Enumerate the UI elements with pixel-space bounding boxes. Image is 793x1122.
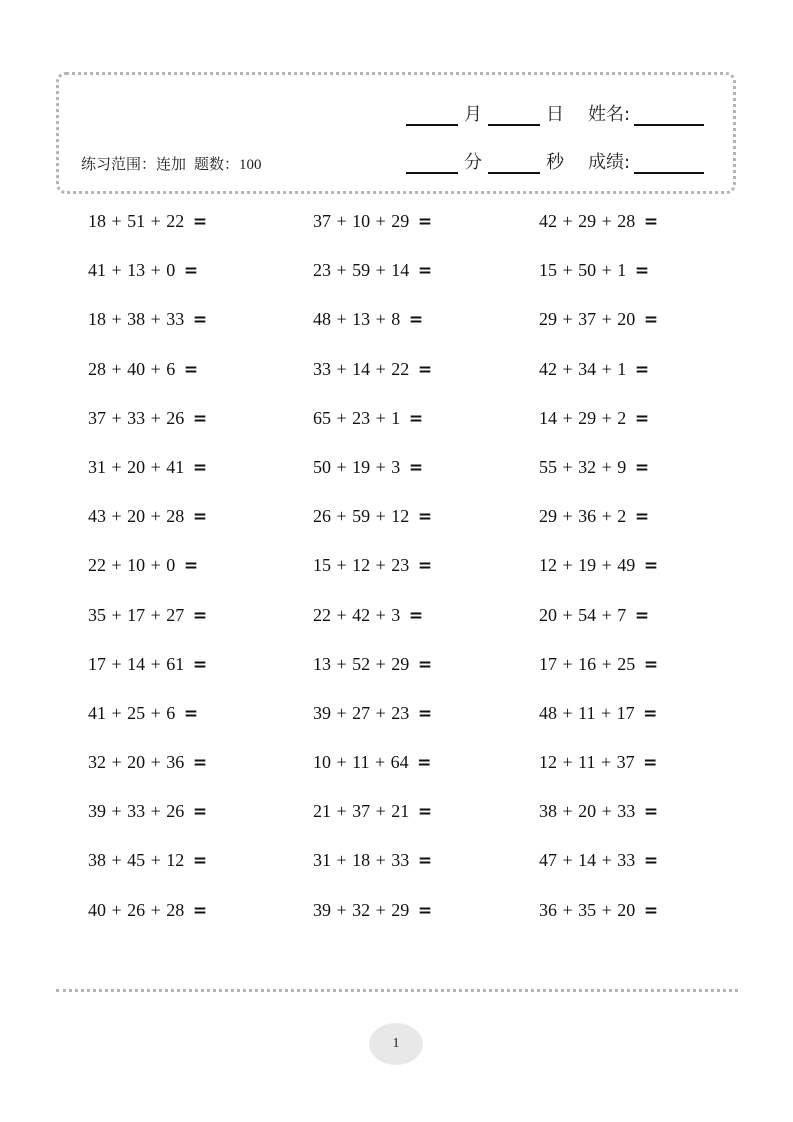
problem-expression: 15 + 12 + 23 bbox=[313, 555, 410, 576]
problem-item bbox=[539, 252, 748, 301]
equals-sign: = bbox=[183, 261, 199, 282]
problem-item bbox=[539, 842, 748, 891]
problem-item bbox=[539, 892, 748, 941]
equals-sign: = bbox=[417, 753, 432, 774]
problem-item bbox=[313, 498, 539, 547]
equals-sign: = bbox=[643, 802, 659, 823]
problem-item bbox=[313, 597, 539, 646]
footer-divider bbox=[56, 989, 738, 992]
equals-sign: = bbox=[417, 507, 433, 528]
problem-expression: 26 + 59 + 12 bbox=[313, 506, 410, 527]
date-name-row bbox=[406, 100, 704, 126]
problem-expression: 35 + 17 + 27 bbox=[88, 604, 185, 625]
equals-sign: = bbox=[634, 605, 650, 626]
problem-expression: 18 + 38 + 33 bbox=[88, 309, 185, 330]
equals-sign: = bbox=[192, 457, 208, 478]
problem-expression: 48 + 13 + 8 bbox=[313, 309, 401, 330]
problem-expression: 13 + 52 + 29 bbox=[313, 653, 410, 674]
equals-sign: = bbox=[643, 703, 658, 724]
problem-item bbox=[88, 498, 313, 547]
equals-sign: = bbox=[192, 753, 208, 774]
problem-item bbox=[313, 744, 539, 793]
problem-item bbox=[539, 351, 748, 400]
problem-item bbox=[313, 351, 539, 400]
problem-expression: 41 + 25 + 6 bbox=[88, 702, 176, 723]
problem-expression: 39 + 33 + 26 bbox=[88, 801, 185, 822]
time-score-row bbox=[406, 148, 704, 174]
problem-expression: 37 + 10 + 29 bbox=[313, 211, 410, 231]
problem-expression: 40 + 26 + 28 bbox=[88, 899, 185, 920]
equals-sign: = bbox=[183, 703, 199, 724]
problem-expression: 31 + 20 + 41 bbox=[88, 456, 185, 477]
problem-item bbox=[88, 449, 313, 498]
problem-item bbox=[313, 203, 539, 252]
problem-item bbox=[88, 744, 313, 793]
equals-sign: = bbox=[634, 261, 650, 282]
equals-sign: = bbox=[192, 654, 208, 675]
problem-item bbox=[313, 646, 539, 695]
equals-sign: = bbox=[634, 359, 650, 380]
problem-expression: 38 + 45 + 12 bbox=[88, 850, 185, 871]
problem-grid bbox=[88, 203, 748, 941]
practice-range-label: 练习范围：连加 bbox=[81, 157, 187, 173]
equals-sign: = bbox=[417, 802, 433, 823]
equals-sign: = bbox=[417, 851, 433, 872]
second-label: 秒 bbox=[546, 152, 564, 173]
problem-item bbox=[88, 351, 313, 400]
score-label: 成绩: bbox=[588, 152, 631, 173]
problem-expression: 36 + 35 + 20 bbox=[539, 899, 636, 920]
problem-item bbox=[88, 695, 313, 744]
equals-sign: = bbox=[643, 556, 659, 577]
problem-expression: 15 + 50 + 1 bbox=[539, 260, 627, 281]
page-number-badge bbox=[369, 1023, 423, 1065]
problem-expression: 12 + 19 + 49 bbox=[539, 555, 636, 576]
problem-item bbox=[313, 695, 539, 744]
problem-expression: 22 + 42 + 3 bbox=[313, 604, 401, 625]
problem-expression: 32 + 20 + 36 bbox=[88, 752, 185, 773]
problem-item bbox=[313, 892, 539, 941]
equals-sign: = bbox=[417, 261, 433, 282]
page-number: 1 bbox=[392, 1036, 400, 1051]
practice-range-info bbox=[81, 153, 262, 174]
problem-item bbox=[88, 400, 313, 449]
problem-expression: 39 + 27 + 23 bbox=[313, 702, 410, 723]
problem-expression: 17 + 16 + 25 bbox=[539, 653, 636, 674]
problem-item bbox=[539, 203, 748, 252]
name-blank[interactable] bbox=[634, 104, 704, 126]
problem-item bbox=[539, 498, 748, 547]
problem-expression: 48 + 11 + 17 bbox=[539, 702, 635, 723]
problem-item bbox=[539, 793, 748, 842]
equals-sign: = bbox=[408, 605, 424, 626]
equals-sign: = bbox=[417, 703, 433, 724]
equals-sign: = bbox=[192, 900, 208, 921]
equals-sign: = bbox=[417, 556, 433, 577]
problem-item bbox=[88, 301, 313, 350]
equals-sign: = bbox=[417, 212, 433, 232]
problem-item bbox=[313, 842, 539, 891]
equals-sign: = bbox=[408, 310, 424, 331]
equals-sign: = bbox=[183, 359, 199, 380]
problem-expression: 47 + 14 + 33 bbox=[539, 850, 636, 871]
equals-sign: = bbox=[408, 457, 424, 478]
problem-expression: 28 + 40 + 6 bbox=[88, 358, 176, 379]
problem-item bbox=[88, 793, 313, 842]
problem-expression: 55 + 32 + 9 bbox=[539, 456, 627, 477]
equals-sign: = bbox=[643, 212, 659, 232]
problem-item bbox=[539, 695, 748, 744]
problem-item bbox=[88, 252, 313, 301]
problem-item bbox=[539, 646, 748, 695]
equals-sign: = bbox=[192, 507, 208, 528]
problem-expression: 39 + 32 + 29 bbox=[313, 899, 410, 920]
problem-expression: 14 + 29 + 2 bbox=[539, 407, 627, 428]
equals-sign: = bbox=[643, 900, 659, 921]
equals-sign: = bbox=[192, 310, 208, 331]
problem-expression: 50 + 19 + 3 bbox=[313, 456, 401, 477]
problem-expression: 22 + 10 + 0 bbox=[88, 555, 176, 576]
equals-sign: = bbox=[634, 408, 650, 429]
problem-expression: 17 + 14 + 61 bbox=[88, 653, 185, 674]
day-blank[interactable] bbox=[488, 104, 540, 126]
equals-sign: = bbox=[417, 900, 433, 921]
problem-expression: 21 + 37 + 21 bbox=[313, 801, 410, 822]
problem-expression: 31 + 18 + 33 bbox=[313, 850, 410, 871]
equals-sign: = bbox=[192, 408, 208, 429]
equals-sign: = bbox=[643, 851, 659, 872]
minute-blank[interactable] bbox=[406, 152, 458, 174]
problem-item bbox=[313, 793, 539, 842]
problem-item bbox=[88, 597, 313, 646]
problem-item bbox=[313, 547, 539, 596]
equals-sign: = bbox=[192, 802, 208, 823]
month-label: 月 bbox=[464, 104, 482, 125]
score-blank[interactable] bbox=[634, 152, 704, 174]
problem-expression: 12 + 11 + 37 bbox=[539, 752, 635, 773]
equals-sign: = bbox=[643, 753, 658, 774]
problem-item bbox=[539, 301, 748, 350]
problem-item bbox=[88, 547, 313, 596]
problem-expression: 42 + 34 + 1 bbox=[539, 358, 627, 379]
problem-item bbox=[88, 892, 313, 941]
problem-expression: 10 + 11 + 64 bbox=[313, 752, 409, 773]
problem-expression: 29 + 37 + 20 bbox=[539, 309, 636, 330]
problem-expression: 37 + 33 + 26 bbox=[88, 407, 185, 428]
problem-expression: 23 + 59 + 14 bbox=[313, 260, 410, 281]
equals-sign: = bbox=[643, 654, 659, 675]
problem-item bbox=[539, 449, 748, 498]
name-label: 姓名: bbox=[588, 104, 631, 125]
problem-item bbox=[539, 400, 748, 449]
problem-expression: 65 + 23 + 1 bbox=[313, 407, 401, 428]
problem-item bbox=[88, 842, 313, 891]
problem-item bbox=[88, 646, 313, 695]
equals-sign: = bbox=[643, 310, 659, 331]
equals-sign: = bbox=[417, 654, 433, 675]
problem-item bbox=[313, 400, 539, 449]
problem-item bbox=[313, 252, 539, 301]
problem-expression: 41 + 13 + 0 bbox=[88, 260, 176, 281]
problem-item bbox=[313, 301, 539, 350]
problem-expression: 33 + 14 + 22 bbox=[313, 358, 410, 379]
problem-expression: 43 + 20 + 28 bbox=[88, 506, 185, 527]
problem-expression: 29 + 36 + 2 bbox=[539, 506, 627, 527]
question-count-label: 题数：100 bbox=[194, 157, 262, 173]
month-blank[interactable] bbox=[406, 104, 458, 126]
equals-sign: = bbox=[192, 212, 208, 232]
equals-sign: = bbox=[183, 556, 199, 577]
equals-sign: = bbox=[408, 408, 424, 429]
equals-sign: = bbox=[192, 605, 208, 626]
second-blank[interactable] bbox=[488, 152, 540, 174]
problem-expression: 38 + 20 + 33 bbox=[539, 801, 636, 822]
problem-item bbox=[313, 449, 539, 498]
equals-sign: = bbox=[192, 851, 208, 872]
problem-expression: 18 + 51 + 22 bbox=[88, 211, 185, 231]
problem-item bbox=[539, 597, 748, 646]
problem-item bbox=[88, 203, 313, 252]
equals-sign: = bbox=[417, 359, 433, 380]
problem-expression: 20 + 54 + 7 bbox=[539, 604, 627, 625]
equals-sign: = bbox=[634, 457, 650, 478]
minute-label: 分 bbox=[464, 152, 482, 173]
equals-sign: = bbox=[634, 507, 650, 528]
day-label: 日 bbox=[546, 104, 564, 125]
problem-item bbox=[539, 547, 748, 596]
problem-item bbox=[539, 744, 748, 793]
problem-expression: 42 + 29 + 28 bbox=[539, 211, 636, 231]
worksheet-header bbox=[56, 72, 736, 194]
